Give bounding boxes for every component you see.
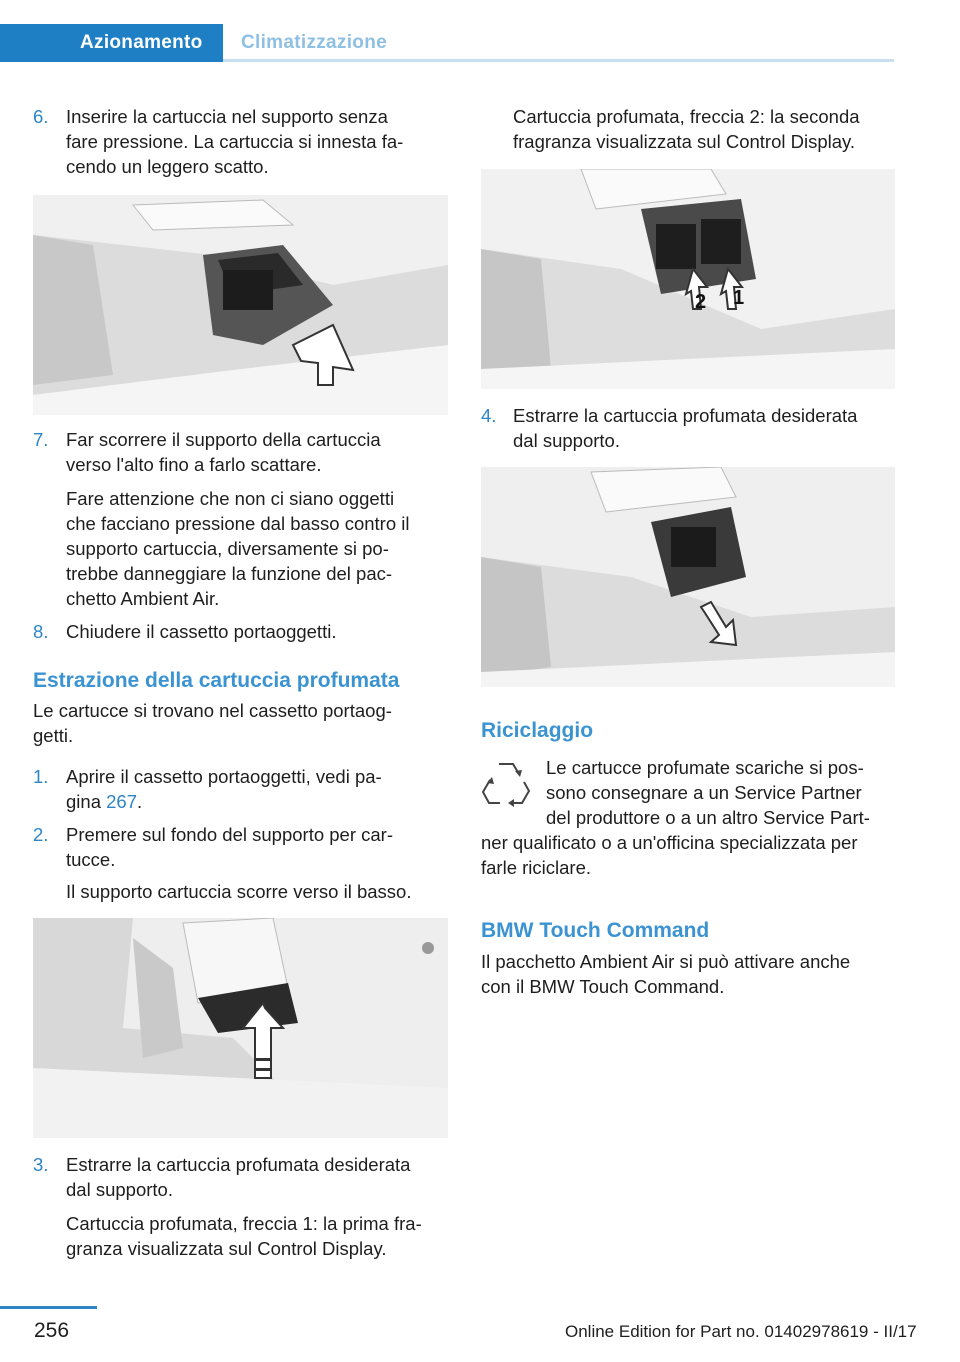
- tab-climatizzazione[interactable]: Climatizzazione: [223, 24, 894, 62]
- step-7-note-line: trebbe danneggiare la funzione del pac‐: [66, 563, 393, 584]
- step-4-line: dal supporto.: [513, 430, 620, 451]
- step-7-number: 7.: [33, 429, 49, 450]
- step-6-line: fare pressione. La cartuccia si innesta fa‐: [66, 131, 404, 152]
- continuation-line: fragranza visualizzata sul Control Display.: [513, 131, 856, 152]
- continuation-line: Cartuccia profumata, freccia 2: la seconda: [513, 106, 860, 127]
- step-3-note-line: Cartuccia profumata, freccia 1: la prima fra‐: [66, 1213, 422, 1234]
- step-2-note: Il supporto cartuccia scorre verso il basso.: [66, 881, 412, 902]
- step-1-line: gina 267.: [66, 791, 143, 812]
- touch-line: Il pacchetto Ambient Air si può attivare anche: [481, 951, 851, 972]
- recycle-icon: [482, 758, 530, 810]
- recycling-line: del produttore o a un altro Service Part‐: [546, 807, 870, 828]
- step-3-note-line: granza visualizzata sul Control Display.: [66, 1238, 387, 1259]
- step-2-number: 2.: [33, 824, 49, 845]
- intro-line: getti.: [33, 725, 74, 746]
- step-7-line: verso l'alto fino a farlo scattare.: [66, 454, 322, 475]
- heading-extraction: Estrazione della cartuccia profumata: [33, 669, 400, 692]
- step-4-line: Estrarre la cartuccia profumata desiderata: [513, 405, 858, 426]
- recycling-line: ner qualificato o a un'officina specializzata per: [481, 832, 858, 853]
- page-reference-link[interactable]: 267: [106, 791, 137, 812]
- step-4-number: 4.: [481, 405, 497, 426]
- recycling-line: farle riciclare.: [481, 857, 591, 878]
- step-6-line: Inserire la cartuccia nel supporto senza: [66, 106, 388, 127]
- step-1-number: 1.: [33, 766, 49, 787]
- step-3-line: Estrarre la cartuccia profumata desiderata: [66, 1154, 411, 1175]
- edition-info: Online Edition for Part no. 01402978619 - II/17: [565, 1322, 917, 1341]
- step-3-number: 3.: [33, 1154, 49, 1175]
- figure-press-holder: [33, 918, 448, 1138]
- step-7-line: Far scorrere il supporto della cartuccia: [66, 429, 381, 450]
- step-2-line: tucce.: [66, 849, 116, 870]
- footer-rule: [0, 1306, 97, 1309]
- step-3-line: dal supporto.: [66, 1179, 173, 1200]
- step-2-line: Premere sul fondo del supporto per car‐: [66, 824, 394, 845]
- tab-azionamento[interactable]: Azionamento: [0, 24, 223, 62]
- step-6-line: cendo un leggero scatto.: [66, 156, 269, 177]
- step-7-note-line: che facciano pressione dal basso contro il: [66, 513, 410, 534]
- heading-touch-command: BMW Touch Command: [481, 919, 710, 942]
- page-number: 256: [34, 1319, 70, 1342]
- step-8-number: 8.: [33, 621, 49, 642]
- step-6-number: 6.: [33, 106, 49, 127]
- figure-label-1: 1: [733, 287, 745, 309]
- step-7-note-line: chetto Ambient Air.: [66, 588, 220, 609]
- heading-recycling: Riciclaggio: [481, 719, 594, 742]
- figure-insert-cartridge: [33, 195, 448, 415]
- figure-remove-cartridge: [481, 467, 895, 687]
- step-1-line: Aprire il cassetto portaoggetti, vedi pa‐: [66, 766, 382, 787]
- header-tabs: [0, 24, 894, 62]
- figure-cartridge-arrows: [481, 169, 895, 389]
- step-7-note-line: supporto cartuccia, diversamente si po‐: [66, 538, 389, 559]
- recycling-line: Le cartucce profumate scariche si pos‐: [546, 757, 864, 778]
- intro-line: Le cartucce si trovano nel cassetto portaog‐: [33, 700, 392, 721]
- step-7-note-line: Fare attenzione che non ci siano oggetti: [66, 488, 395, 509]
- figure-label-2: 2: [695, 291, 707, 313]
- recycling-line: sono consegnare a un Service Partner: [546, 782, 862, 803]
- touch-line: con il BMW Touch Command.: [481, 976, 725, 997]
- step-8-text: Chiudere il cassetto portaoggetti.: [66, 621, 337, 642]
